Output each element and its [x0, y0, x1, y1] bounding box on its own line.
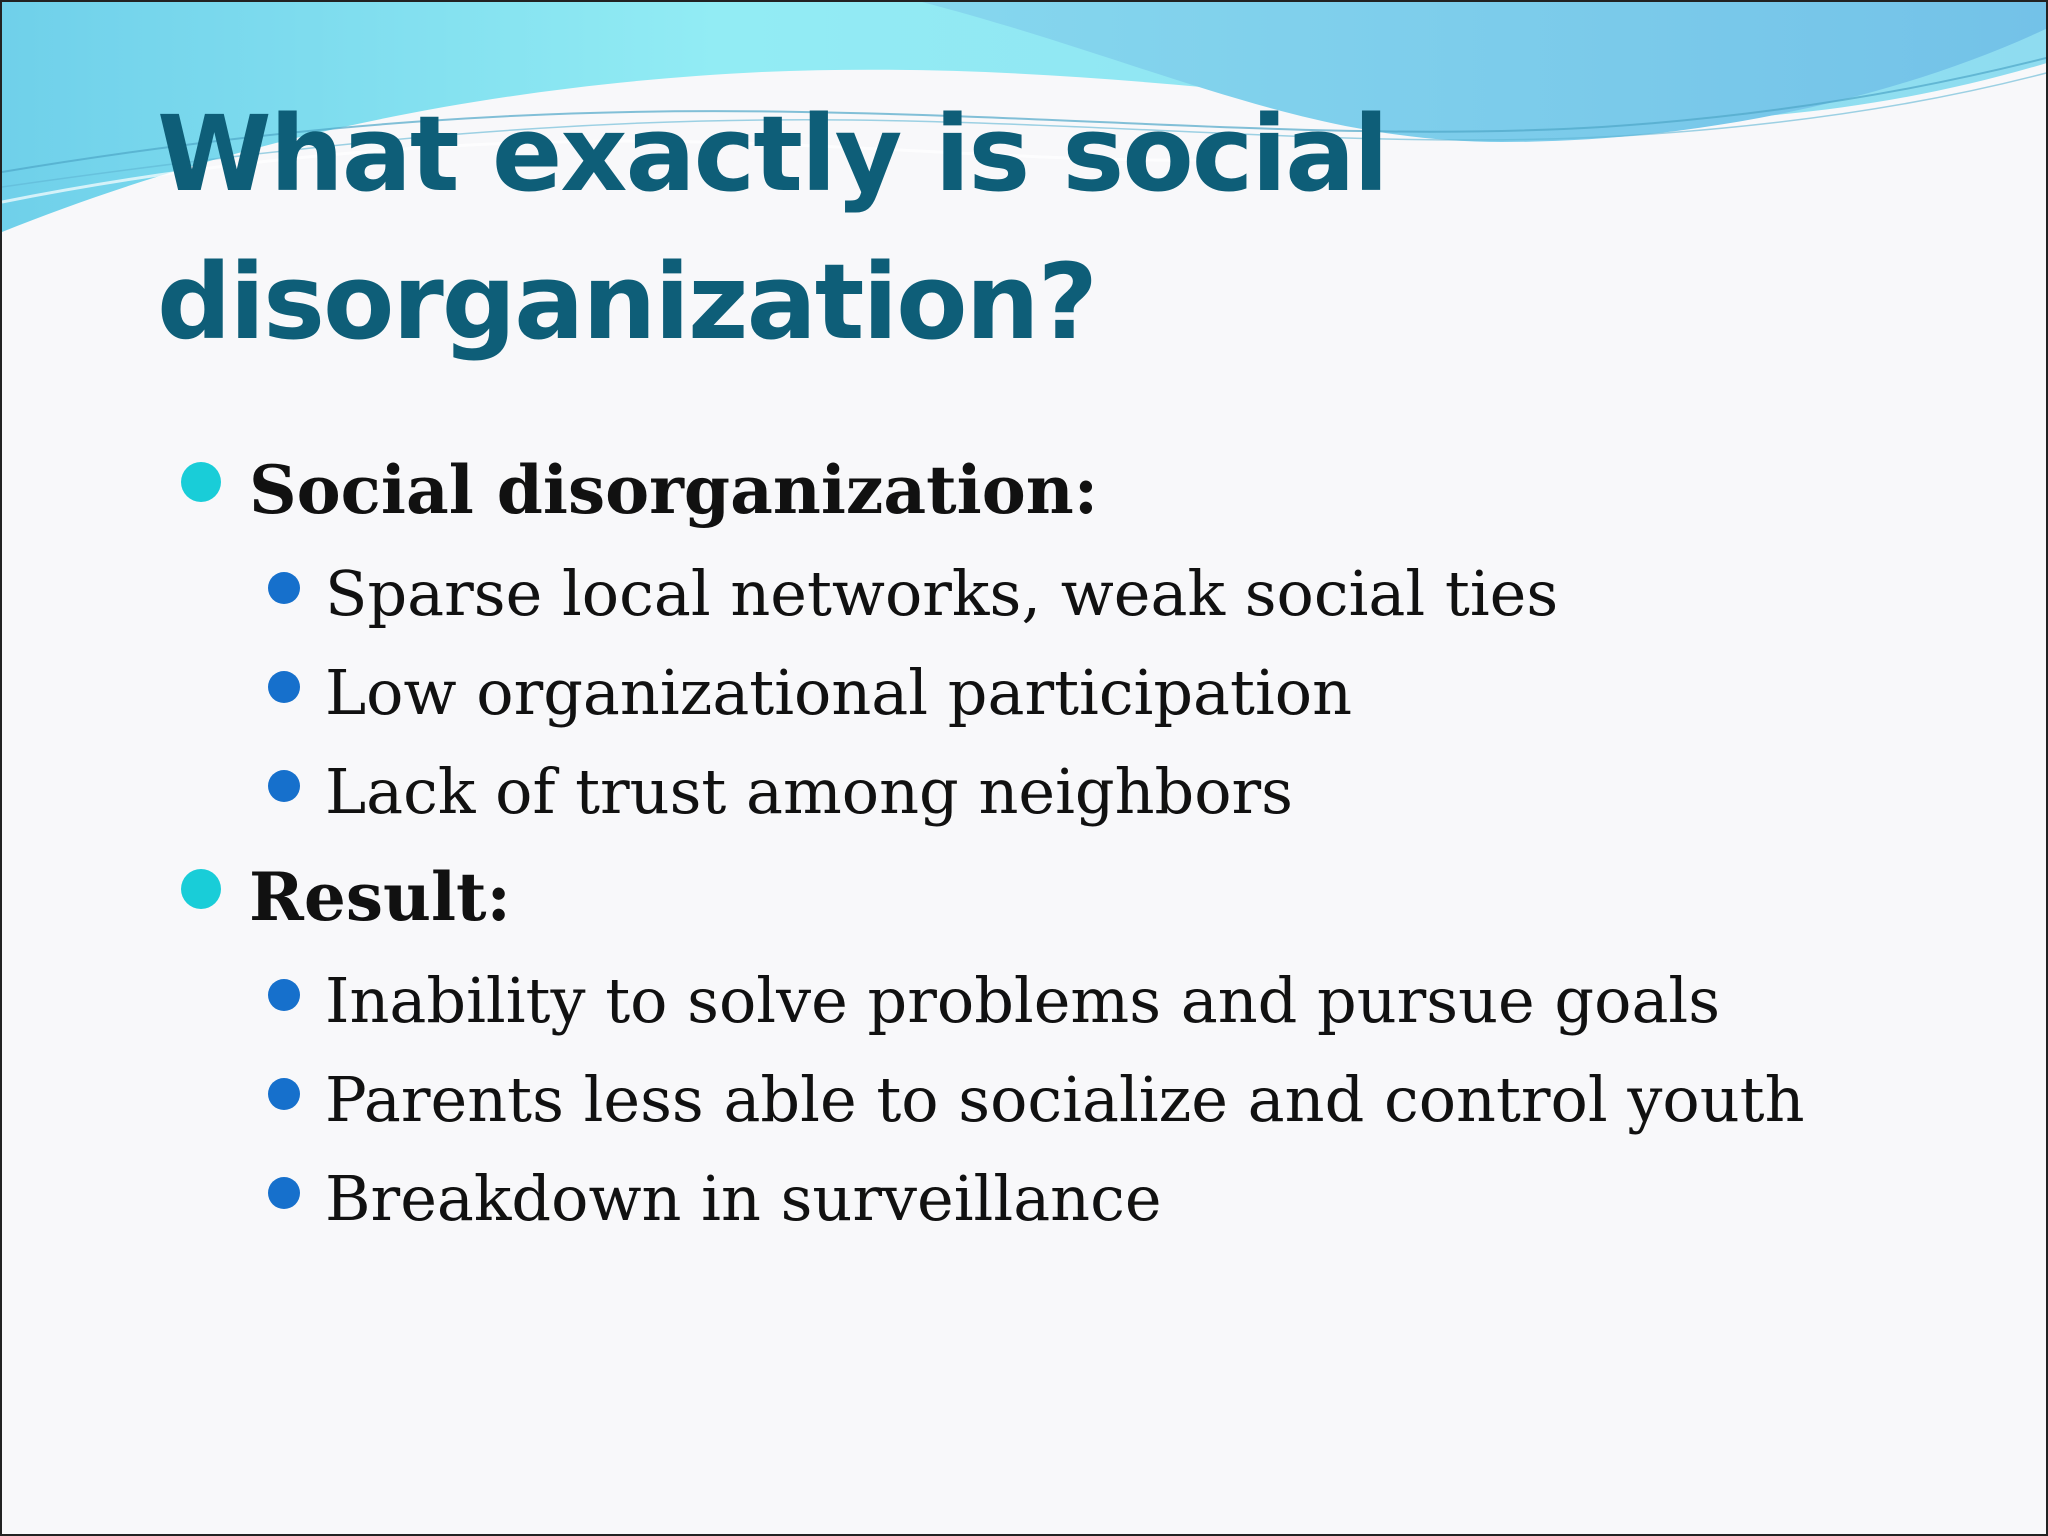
- sub-bullet-text: Low organizational participation: [325, 656, 1353, 729]
- sub-list: [177, 951, 1977, 1248]
- bullet-heading-text: Social disorganization:: [249, 451, 1099, 529]
- sub-bullet: [177, 1050, 1977, 1149]
- sub-list-container: [177, 951, 1977, 1248]
- slide-title: [157, 80, 1657, 376]
- sub-bullet-dot-icon: [268, 671, 300, 703]
- sub-bullet-dot-icon: [268, 979, 300, 1011]
- bullet-heading-text: Result:: [249, 858, 511, 936]
- sub-bullet-text: Lack of trust among neighbors: [325, 755, 1293, 828]
- sub-list: [177, 544, 1977, 841]
- sub-bullet: [177, 643, 1977, 742]
- bullet-dot-icon: [181, 869, 221, 909]
- sub-bullet-dot-icon: [268, 572, 300, 604]
- bullet-dot-icon: [181, 462, 221, 502]
- bullet-list: [177, 442, 1977, 1256]
- sub-bullet-text: Sparse local networks, weak social ties: [325, 557, 1559, 630]
- sub-bullet-text: Inability to solve problems and pursue goals: [325, 964, 1721, 1037]
- sub-bullet-dot-icon: [268, 1177, 300, 1209]
- sub-bullet-dot-icon: [268, 770, 300, 802]
- sub-bullet: [177, 951, 1977, 1050]
- sub-bullet: [177, 544, 1977, 643]
- bullet-heading-result: [177, 849, 1977, 945]
- bullet-heading-social-disorganization: [177, 442, 1977, 538]
- title-line-2: disorganization?: [157, 241, 1096, 363]
- title-line-1: What exactly is social: [157, 93, 1387, 215]
- sub-bullet-text: Breakdown in surveillance: [325, 1162, 1162, 1235]
- sub-bullet: [177, 742, 1977, 841]
- sub-bullet-text: Parents less able to socialize and control youth: [325, 1063, 1805, 1136]
- sub-bullet: [177, 1149, 1977, 1248]
- sub-bullet-dot-icon: [268, 1078, 300, 1110]
- sub-list-container: [177, 544, 1977, 841]
